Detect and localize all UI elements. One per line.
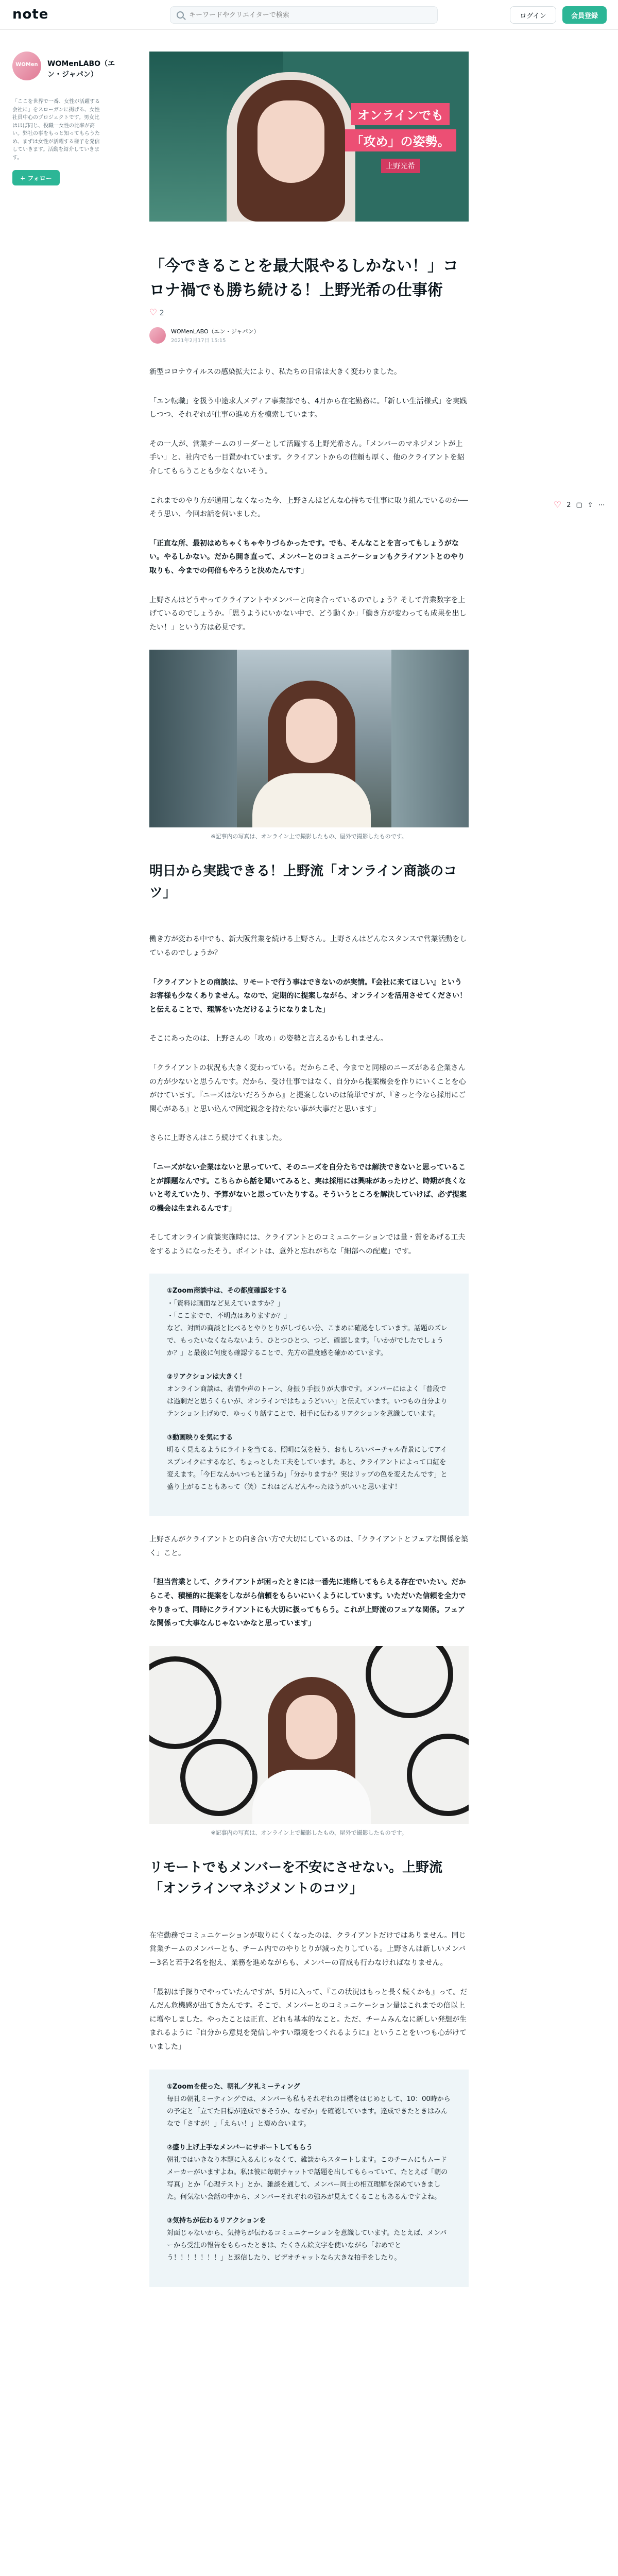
hero-image (149, 52, 469, 222)
creator-name[interactable]: WOMenLABO（エン・ジャパン） (47, 60, 115, 79)
like-heart-icon[interactable]: ♡ (149, 308, 158, 318)
note-logo[interactable]: note (12, 7, 49, 22)
tip-body: 明るく見えるようにライトを当てる、照明に気を使う、おもしろいバーチャル背景にしてアイスブレイクにするなど、ちょっとした工夫をしています。あと、クライアントによって口紅を変えます。「今日なんかいつもと違うね」「分かりますか？実はリップの色を変えたんです」と盛り上がることもあって（笑）これはどんどんやったほうがいいと思います！ (167, 1446, 448, 1492)
paragraph: そしてオンライン商談実施時には、クライアントとのコミュニケーションでは量・質をあげる工夫をするようになったそう。ポイントは、意外と忘れがちな「細部への配慮」です。 (149, 1233, 466, 1256)
photo-building-right (391, 650, 469, 827)
photo-person-face (286, 699, 337, 763)
search-icon (177, 11, 184, 19)
section-heading: リモートでもメンバーを不安にさせない。上野流「オンラインマネジメントのコツ」 (149, 1859, 443, 1897)
creator-sidebar (12, 52, 126, 185)
hero-line-2: 「攻め」の姿勢。 (345, 129, 456, 151)
quote-paragraph: 「クライアントの状況も大きく変わっている。だからこそ、今までと同様のニーズがある企業さんの方が少ないと思うんです。だから、受け仕事ではなく、自分から提案機会を作りにいくことを心がけています。『ニーズはないだろうから』と提案しないのは簡単ですが、『きっと今なら採用にご関心がある』と思い込んで固定観念を持たない事が大事だと思います」 (149, 1063, 466, 1113)
photo-indoor (149, 1646, 469, 1824)
tip-title: ③気持ちが伝わるリアクションを (167, 2217, 266, 2225)
paragraph: 上野さんがクライアントとの向き合い方で大切にしているのは、「クライアントとフェアな関係を築く」こと。 (149, 1535, 469, 1557)
section-heading: 明日から実践できる！上野流「オンライン商談のコツ」 (149, 863, 457, 901)
hero-person-face (258, 100, 324, 183)
quote-paragraph: 「担当営業として、クライアントが困ったときには一番先に連絡してもらえる存在でいたい。だからこそ、積極的に提案をしながら信頼をもらいにいくようにしています。いただいた信頼を全力でやりきって、同時にクライアントにも大切に扱ってもらう。これが上野流のフェアな関係。フェアな関係って大事なんじゃないかなと思っています」 (149, 1578, 466, 1628)
hero-line-1: オンラインでも (351, 103, 450, 125)
author-avatar[interactable] (149, 327, 166, 344)
tip-title: ①Zoomを使った、朝礼／夕礼ミーティング (167, 2082, 300, 2091)
photo-pattern (180, 1739, 258, 1816)
paragraph: これまでのやり方が通用しなくなった今、上野さんはどんな心持ちで仕事に取り組んでいるのか──そう思い、今回お話を伺いました。 (149, 496, 468, 519)
quote-paragraph: 「ニーズがない企業はないと思っていて、そのニーズを自分たちでは解決できないと思っていることが課題なんです。こちらから話を聞いてみると、実は採用には興味があったけど、時期が良くないと考えていたり、予算がないと思っていたりする。そういうところを解決していけば、必ず提案の機会は生まれるんです」 (149, 1163, 467, 1213)
more-icon[interactable]: ⋯ (598, 501, 605, 509)
article-title: 「今できることを最大限やるしかない！」コロナ禍でも勝ち続ける！上野光希の仕事術 (149, 257, 458, 299)
tip-title: ②盛り上げ上手なメンバーにサポートしてもらう (167, 2143, 313, 2151)
login-button[interactable]: ログイン (510, 6, 556, 24)
tips-box (149, 1274, 469, 1516)
photo-person-body (252, 773, 371, 827)
photo-person-body (252, 1770, 371, 1824)
follow-button[interactable] (12, 170, 60, 185)
photo-caption: ※記事内の写真は、オンライン上で撮影したもの、屋外で撮影したものです。 (211, 1829, 407, 1836)
paragraph: 新型コロナウイルスの感染拡大により、私たちの日常は大きく変わりました。 (149, 368, 402, 376)
heart-icon[interactable]: ♡ (554, 500, 562, 510)
quote-paragraph: 「正直な所、最初はめちゃくちゃやりづらかったです。でも、そんなことを言ってもしょうがない。やるしかない。だから開き直って、メンバーとのコミュニケーションもクライアントとのやり取りも、今までの何倍もやろうと決めたんです」 (149, 539, 465, 575)
top-header (0, 0, 618, 30)
floating-actions (554, 500, 605, 510)
share-icon[interactable]: ⇪ (587, 501, 593, 509)
tip-body: ・「資料は画面など見えていますか？」 ・「ここまでで、不明点はありますか？」 など、対面の商談と比べるとやりとりがしづらい分、こまめに確認をしています。話題のズレで、もったいなくならないよう、ひとつひとつ、つど、確認します。「いかがでしたでしょうか？」と最後に何度も確認することで、先方の温度感を確かめています。 (167, 1299, 448, 1357)
avatar-text: WOMen (15, 62, 38, 67)
paragraph: 上野さんはどうやってクライアントやメンバーと向き合っているのでしょう？そして営業数字を上げているのでしょうか。「思うようにいかない中で、どう動くか」「働き方が変わっても成果を出したい！」という方は必見です。 (149, 596, 467, 632)
tip-body: 対面じゃないから、気持ちが伝わるコミュニケーションを意識しています。たとえば、メンバーから受注の報告をもらったときは、たくさん絵文字を使いながら「おめでとう！！！！！！！」と返信したり、ビデオチャットなら大きな拍手をしたり。 (167, 2229, 447, 2262)
like-row (149, 308, 469, 318)
creator-avatar[interactable] (12, 52, 41, 80)
photo-pattern (407, 1734, 469, 1816)
follow-icon: + (20, 174, 28, 182)
follow-label: フォロー (27, 174, 52, 182)
tip-body: 毎日の朝礼ミーティングでは、メンバーも私もそれぞれの目標をはじめとして、10：00時からの予定と「立てた目標が達成できそうか、なぜか」を確認しています。達成できたときはみんなで「さすが！」「えらい！」と褒め合います。 (167, 2095, 451, 2128)
tip-title: ①Zoom商談中は、その都度確認をする (167, 1287, 287, 1295)
photo-pattern (366, 1646, 453, 1718)
photo-pattern (149, 1656, 221, 1749)
signup-button[interactable]: 会員登録 (562, 6, 607, 24)
quote-paragraph: 「クライアントとの商談は、リモートで行う事はできないのが実情。『会社に来てほしい』というお客様も少なくありません。なので、定期的に提案しながら、オンラインを活用させてください！と伝えることで、理解をいただけるようになりました」 (149, 978, 467, 1014)
article-body (149, 365, 469, 2287)
author-name[interactable]: WOMenLABO（エン・ジャパン） (171, 328, 260, 335)
tips-box (149, 2070, 469, 2287)
search-input[interactable] (189, 7, 431, 23)
paragraph: そこにあったのは、上野さんの「攻め」の姿勢と言えるかもしれません。 (149, 1035, 388, 1043)
tip-title: ②リアクションは大きく！ (167, 1372, 246, 1381)
quote-paragraph: 「最初は手探りでやっていたんですが、5月に入って、『この状況はもっと長く続くかも』って。だんだん危機感が出てきたんです。そこで、メンバーとのコミュニケーション量はこれまでの倍以上に増やしました。やったことは正直、どれも基本的なこと。ただ、チームみんなに新しい発想が生まれるように『自分から意見を発信しやすい環境をつくれるように』ということをいつも心がけていました」 (149, 1988, 468, 2051)
creator-description: 「ここを世界で一番、女性が活躍する会社に」をスローガンに掲げる、女性社員中心のプロジェクトです。男女比はほぼ同じ、役職一女性の比率が高い。弊社の事をもっと知ってもらうため、まずは女性が活躍する様子を発信していきます。活動を紹介していきます。 (12, 99, 100, 161)
hero-text-panel (340, 103, 461, 173)
photo-caption: ※記事内の写真は、オンライン上で撮影したもの、屋外で撮影したものです。 (211, 833, 407, 840)
publish-date: 2021年2月17日 15:15 (171, 338, 226, 344)
photo-outdoor (149, 650, 469, 827)
tip-title: ③動画映りを気にする (167, 1433, 233, 1442)
search-box[interactable] (170, 6, 438, 24)
photo-person-face (286, 1695, 337, 1759)
like-count: 2 (159, 309, 164, 317)
author-row (149, 326, 469, 347)
float-like-count: 2 (566, 501, 571, 509)
comment-icon[interactable]: ▢ (576, 501, 582, 509)
tip-body: オンライン商談は、表情や声のトーン、身振り手振りが大事です。メンバーにはよく「普段では過剰だと思うくらいが、オンラインではちょうどいい」と伝えています。いつもの自分よりテンション上げめで、ゆっくり話すことで、相手に伝わるリアクションを意識しています。 (167, 1385, 448, 1418)
paragraph: 在宅勤務でコミュニケーションが取りにくくなったのは、クライアントだけではありません。同じ営業チームのメンバーとも、チーム内でのやりとりが減ったりしている。上野さんは新しいメンバー3名と若手2名を抱え、業務を進めながらも、メンバーの育成も行わなければなりません。 (149, 1931, 466, 1968)
paragraph: さらに上野さんはこう続けてくれました。 (149, 1134, 286, 1143)
tip-body: 朝礼ではいきなり本題に入るんじゃなくて、雑談からスタートします。このチームにもムードメーカーがいますよね。私は彼に毎朝チャットで話題を出してもらっていて、たとえば「朝の写真」とか「心理テスト」とか、雑談を通して、メンバー同士の相互理解を深めていきました。何気ない会話の中から、メンバーそれぞれの強みが見えてくることもあるんですよね。 (167, 2156, 448, 2201)
paragraph: その一人が、営業チームのリーダーとして活躍する上野光希さん。「メンバーのマネジメントが上手い」と、社内でも一目置かれています。クライアントからの信頼も厚く、他のクライアントを紹介してもらうことも少なくないそう。 (149, 439, 465, 476)
hero-name-tag: 上野光希 (381, 159, 420, 173)
paragraph: 働き方が変わる中でも、新大阪営業を続ける上野さん。上野さんはどんなスタンスで営業活動をしているのでしょうか？ (149, 935, 467, 957)
paragraph: 「エン転職」を扱う中途求人メディア事業部でも、4月から在宅勤務に。「新しい生活様式」を実践しつつ、それぞれが仕事の進め方を模索しています。 (149, 397, 467, 419)
photo-building-left (149, 650, 237, 827)
article (149, 52, 469, 2303)
